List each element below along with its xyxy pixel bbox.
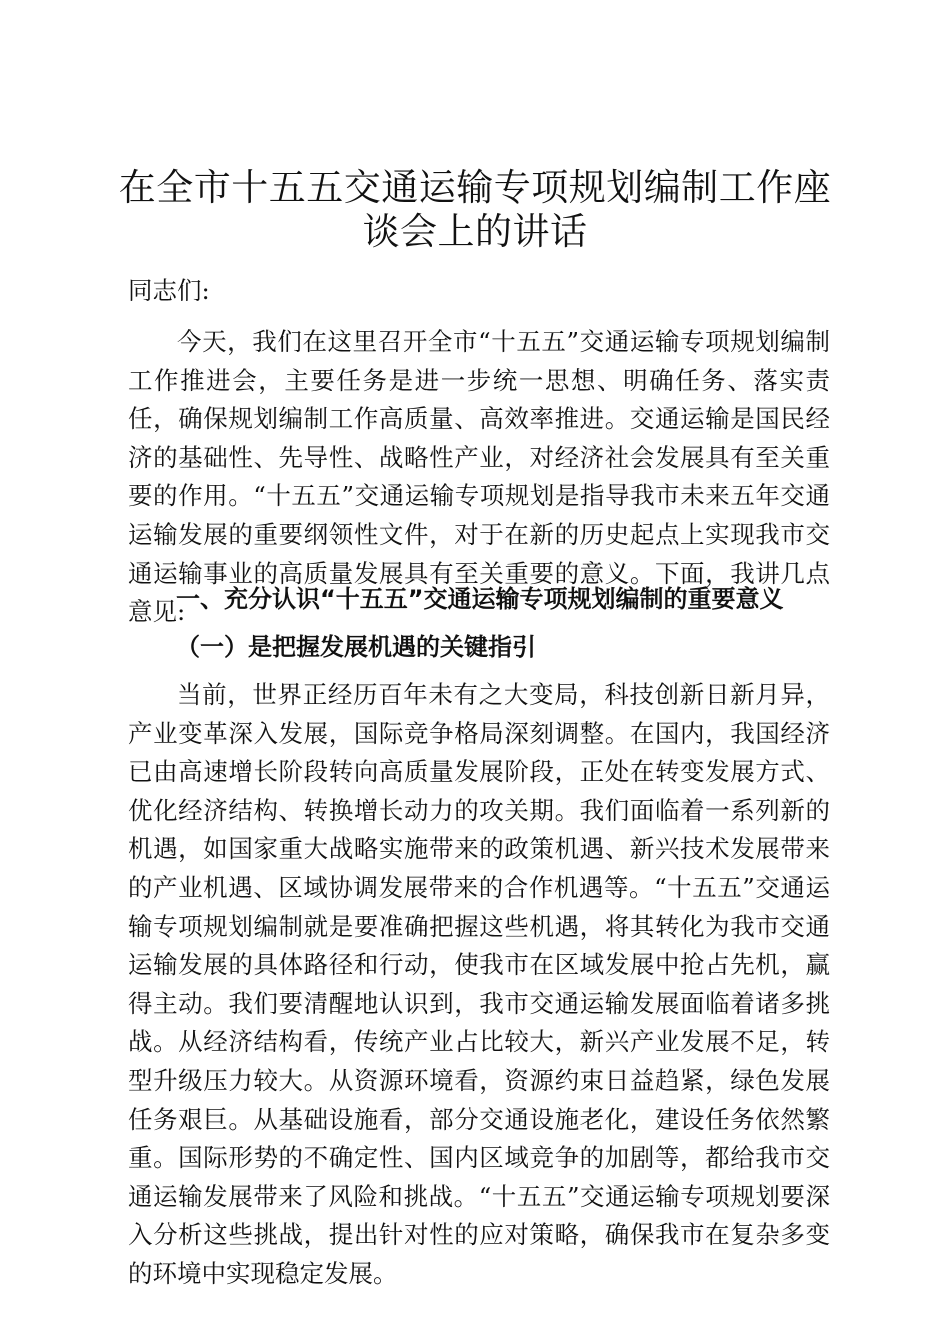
document-title: 在全市十五五交通运输专项规划编制工作座谈会上的讲话 <box>118 166 832 253</box>
subsection-heading: （一）是把握发展机遇的关键指引 <box>176 633 536 661</box>
section-heading: 一、充分认识“十五五”交通运输专项规划编制的重要意义 <box>176 585 784 613</box>
body-paragraph-opportunities: 当前，世界正经历百年未有之大变局，科技创新日新月异，产业变革深入发展，国际竞争格局深刻调整。在国内，我国经济已由高速增长阶段转向高质量发展阶段，正处在转变发展方式、优化经济结构、转换增长动力的攻关期。我们面临着一系列新的机遇，如国家重大战略实施带来的政策机遇、新兴技术发展带来的产业机遇、区域协调发展带来的合作机遇等。“十五五”交通运输专项规划编制就是要准确把握这些机遇，将其转化为我市交通运输发展的具体路径和行动，使我市在区域发展中抢占先机，赢得主动。我们要清醒地认识到，我市交通运输发展面临着诸多挑战。从经济结构看，传统产业占比较大，新兴产业发展不足，转型升级压力较大。从资源环境看，资源约束日益趋紧，绿色发展任务艰巨。从基础设施看，部分交通设施老化，建设任务依然繁重。国际形势的不确定性、国内区域竞争的加剧等，都给我市交通运输发展带来了风险和挑战。“十五五”交通运输专项规划要深入分析这些挑战，提出针对性的应对策略，确保我市在复杂多变的环境中实现稳定发展。 <box>128 680 830 1288</box>
body-paragraph-intro: 今天，我们在这里召开全市“十五五”交通运输专项规划编制工作推进会，主要任务是进一步统一思想、明确任务、落实责任，确保规划编制工作高质量、高效率推进。交通运输是国民经济的基础性、先导性、战略性产业，对经济社会发展具有至关重要的作用。“十五五”交通运输专项规划是指导我市未来五年交通运输发展的重要纲领性文件，对于在新的历史起点上实现我市交通运输事业的高质量发展具有至关重要的意义。下面，我讲几点意见: <box>128 327 830 627</box>
salutation: 同志们: <box>128 276 210 305</box>
